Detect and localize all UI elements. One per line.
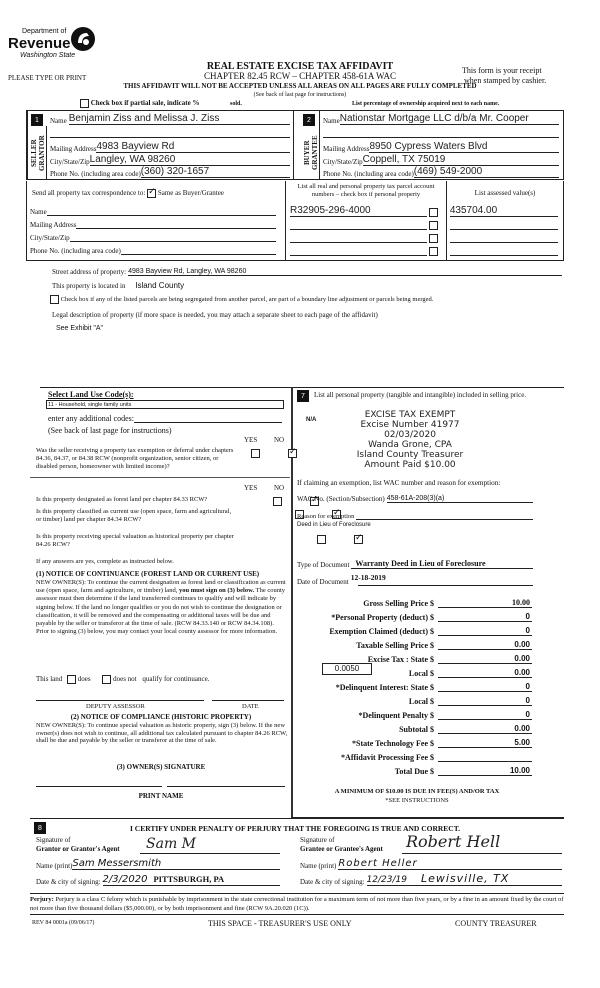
seller-name-label: Name: [50, 117, 67, 125]
personal-property-checkbox[interactable]: [429, 221, 438, 230]
wac-label: WAC No. (Section/Subsection): [297, 495, 385, 503]
corr-city-row: [30, 232, 276, 242]
seller-mailing-field[interactable]: 4983 Bayview Rd: [96, 141, 290, 153]
legal-description-field[interactable]: See Exhibit "A": [56, 325, 103, 332]
stamp-line: Wanda Grone, CPA: [368, 440, 452, 450]
grantor-date-label: Date & city of signing:: [36, 878, 101, 886]
buyer-city-field[interactable]: Coppell, TX 75019: [363, 154, 559, 166]
corr-mailing-field[interactable]: [76, 221, 276, 229]
amount-value[interactable]: 0: [438, 682, 532, 692]
grantor-date-row: [36, 873, 280, 886]
additional-codes-field[interactable]: [134, 414, 282, 423]
send-correspondence-row: [32, 189, 224, 198]
corr-city-label: City/State/Zip: [30, 234, 70, 242]
does-not-checkbox[interactable]: [102, 675, 111, 684]
amount-value[interactable]: 5.00: [438, 738, 532, 748]
send-to-label: Send all property tax correspondence to:: [32, 189, 146, 198]
grantor-date-field[interactable]: [103, 874, 280, 886]
seller-name-row: [50, 114, 290, 125]
amount-exemption-claimed: Exemption Claimed (deduct) $ 0: [300, 624, 570, 636]
street-address-field[interactable]: 4983 Bayview Rd, Langley, WA 98260: [128, 268, 562, 276]
personal-property-label: List all personal property (tangible and intangible) included in selling price.: [314, 391, 527, 399]
q-historic-yes-checkbox[interactable]: [317, 535, 326, 544]
perjury-notice: [30, 896, 570, 913]
no-header-2: NO: [274, 484, 285, 492]
amount-value[interactable]: 0.00: [438, 724, 532, 734]
logo-line3: Washington State: [20, 52, 76, 59]
seller-mailing-row: [50, 142, 290, 153]
amount-delinquent-interest-local: Local $ 0: [300, 694, 570, 706]
corr-phone-label: Phone No. (including area code): [30, 247, 121, 255]
same-as-buyer-label: Same as Buyer/Grantee: [157, 189, 224, 198]
grantor-sig-label-1: Signature of: [36, 836, 71, 844]
this-land-label: This land: [36, 675, 63, 684]
amount-gross-selling: Gross Selling Price $ 10.00: [300, 596, 570, 608]
minimum-note: A MINIMUM OF $10.00 IS DUE IN FEE(S) AND/OR TAX: [334, 788, 500, 795]
amount-personal-property: *Personal Property (deduct) $ 0: [300, 610, 570, 622]
amount-excise-state: Excise Tax : State $ 0.00: [300, 652, 570, 664]
yes-header: YES: [244, 436, 258, 444]
grantee-date-label: Date & city of signing:: [300, 878, 365, 886]
assessor-date-label: DATE: [242, 703, 259, 710]
segregated-label: Check box if any of the listed parcels are being segregated from another parcel, are part of a boundary line adjustment or parcels being merged.: [60, 295, 434, 303]
wac-field[interactable]: 458-61A-208(3)(a): [387, 495, 533, 503]
stamp-line: EXCISE TAX EXEMPT: [364, 410, 456, 420]
amount-excise-local: Local $ 0.00: [300, 666, 570, 678]
grantee-date-value: 12/23/19: [366, 875, 407, 885]
legal-description-label: Legal description of property (if more space is needed, you may attach a separate sheet to each page of the affidavit): [52, 311, 378, 319]
perjury-bold: Perjury:: [30, 896, 54, 903]
grantee-sig-label-1: Signature of: [300, 836, 335, 844]
continuance-body-2: The county assessor must then determine if the land transferred continues to qualify and will indicate by signing below. If the land no longer qualifies or you do not wish to continue the designation or classification, it will be removed and the compensating or additional taxes will be due and payable by the seller or transferor at the time of sale. (RCW 84.33.140 or RCW 84.34.108). Prior to signing (3) below, you may contact your local county assessor for more information.: [36, 587, 286, 636]
corr-name-label: Name: [30, 208, 47, 216]
located-label: This property is located in: [52, 282, 126, 290]
dor-logo: [8, 26, 98, 66]
parcel-row: [290, 206, 558, 217]
doc-type-label: Type of Document: [297, 561, 350, 569]
doc-date-label: Date of Document: [297, 578, 349, 586]
grantee-name-field[interactable]: Robert Heller: [338, 858, 562, 870]
compliance-title: (2) NOTICE OF COMPLIANCE (HISTORIC PROPERTY): [70, 713, 252, 721]
ownership-note: List percentage of ownership acquired next to each name.: [352, 101, 500, 107]
amount-value[interactable]: 0: [438, 696, 532, 706]
amount-total-due: Total Due $ 10.00: [300, 764, 570, 776]
land-use-label: Select Land Use Code(s):: [48, 390, 134, 399]
amount-value[interactable]: 0: [438, 612, 532, 622]
assessor-date-line[interactable]: [212, 700, 284, 701]
q-historic: Is this property receiving special valuation as historical property per chapter 84.26 RCW?: [36, 533, 234, 548]
street-address-row: [52, 266, 562, 276]
logo-line2: Revenue: [8, 35, 71, 52]
perjury-text: Perjury is a class C felony which is punishable by imprisonment in the state correctional institution for a maximum term of not more than five years, or by a fine in an amount fixed by the court of not more than five thousand dollars ($5,000.00), or by both imprisonment and fine (RCW 9A.20.020 (1C)).: [30, 896, 564, 912]
grantor-name-row: [36, 858, 280, 870]
amount-value[interactable]: 0: [438, 710, 532, 720]
corr-name-field[interactable]: [47, 208, 276, 216]
parcel-row: [290, 245, 558, 256]
parcel-number-field[interactable]: [290, 220, 427, 230]
grantee-sig-label-2: Grantee or Grantee's Agent: [300, 845, 383, 853]
parcel-row: [290, 219, 558, 230]
personal-property-checkbox[interactable]: [429, 234, 438, 243]
continuance-body: [36, 579, 286, 636]
continuance-bold: you must sign on (3) below.: [178, 587, 255, 595]
amount-label: *Affidavit Processing Fee: [341, 753, 428, 762]
owner-signature-line-2[interactable]: [167, 786, 285, 787]
does-checkbox[interactable]: [67, 675, 76, 684]
grantee-city-value: Lewisville, TX: [420, 872, 510, 885]
seller-city-row: [50, 155, 290, 166]
continuance-body-1: NEW OWNER(S): To continue the current designation as forest land or classification as current use (open space, farm and agriculture, or timber) land,: [36, 579, 286, 595]
amount-label: *Delinquent Interest: State: [335, 683, 428, 692]
logo-mark-icon: [70, 26, 96, 52]
deputy-assessor-line[interactable]: [36, 700, 204, 701]
grantor-name-field[interactable]: Sam Messersmith: [72, 858, 280, 870]
amount-label: Taxable Selling Price: [356, 641, 428, 650]
corr-phone-row: [30, 245, 276, 255]
q-current-use: Is this property classified as current use (open space, farm and agricultural, or timber) land per chapter 84.34 RCW?: [36, 508, 232, 523]
grantee-sig-label: [300, 836, 383, 854]
buyer-name-line-2[interactable]: [323, 137, 559, 138]
section-1-number: 1: [31, 114, 43, 126]
amount-value[interactable]: 0.00: [438, 654, 532, 664]
section-7-number: 7: [297, 390, 309, 402]
buyer-mailing-row: [323, 142, 559, 153]
assessed-value-field[interactable]: [450, 233, 558, 243]
exemption-label: If claiming an exemption, list WAC number and reason for exemption:: [297, 479, 501, 487]
amount-value[interactable]: 0.00: [438, 640, 532, 650]
grantee-signature-field[interactable]: Robert Hell: [402, 832, 562, 854]
deputy-assessor-label: DEPUTY ASSESSOR: [86, 703, 145, 710]
section-8-number: 8: [34, 822, 46, 834]
partial-sale-label: Check box if partial sale, indicate %: [90, 99, 200, 108]
personal-property-checkbox[interactable]: [429, 247, 438, 256]
stamp-line: 02/03/2020: [384, 430, 436, 440]
does-not-label: does not: [113, 675, 137, 684]
parcel-number-field[interactable]: [290, 246, 427, 256]
seller-mailing-label: Mailing Address: [50, 145, 97, 153]
yes-header-2: YES: [244, 484, 258, 492]
print-name-label: PRINT NAME: [138, 792, 184, 800]
amount-affidavit-processing-fee: *Affidavit Processing Fee $: [300, 750, 570, 762]
this-land-row: [36, 675, 209, 684]
amount-value[interactable]: 10.00: [438, 766, 532, 776]
wac-row: [297, 493, 533, 503]
stamp-line: Amount Paid $10.00: [364, 460, 456, 470]
reason-label: Reason for exemption: [297, 513, 355, 520]
additional-codes-row: [48, 412, 282, 423]
amount-delinquent-penalty: *Delinquent Penalty $ 0: [300, 708, 570, 720]
seller-phone-row: [50, 167, 290, 178]
q-historic-no-checkbox[interactable]: [354, 535, 363, 544]
buyer-name-label: Name: [323, 117, 340, 125]
reason-row: [297, 510, 533, 520]
continuance-title: (1) NOTICE OF CONTINUANCE (FOREST LAND OR CURRENT USE): [36, 570, 260, 578]
grantor-date-value: 2/3/2020: [102, 874, 148, 885]
partial-sale-row: [80, 99, 199, 108]
grantee-date-field[interactable]: [367, 872, 562, 886]
partial-sale-checkbox[interactable]: [80, 99, 89, 108]
buyer-phone-field[interactable]: (469) 549-2000: [414, 166, 559, 178]
receipt-note-1: This form is your receipt: [462, 66, 542, 75]
parcels-header: List all real and personal property tax parcel account numbers – check box if personal property: [297, 183, 435, 198]
amount-label: Gross Selling Price: [363, 599, 428, 608]
corr-phone-field[interactable]: [121, 247, 276, 255]
grantee-name-label: Name (print): [300, 862, 337, 870]
seller-city-label: City/State/Zip: [50, 158, 90, 166]
seller-name-line-2[interactable]: [50, 137, 290, 138]
form-subtitle: CHAPTER 82.45 RCW – CHAPTER 458-61A WAC: [204, 71, 396, 81]
assessed-value-field[interactable]: [450, 220, 558, 230]
please-type: PLEASE TYPE OR PRINT: [8, 74, 87, 82]
see-instructions: *SEE INSTRUCTIONS: [385, 797, 449, 804]
form-title: REAL ESTATE EXCISE TAX AFFIDAVIT: [206, 61, 394, 72]
grantor-sig-label-2: Grantor or Grantor's Agent: [36, 845, 120, 853]
parcel-number-field[interactable]: R32905-296-4000: [290, 205, 427, 217]
certify-statement: I CERTIFY UNDER PENALTY OF PERJURY THAT THE FOREGOING IS TRUE AND CORRECT.: [130, 824, 461, 833]
stamp-line: Island County Treasurer: [356, 450, 464, 460]
buyer-city-row: [323, 155, 559, 166]
amount-value[interactable]: 0.00: [438, 668, 532, 678]
county-treasurer-label: COUNTY TREASURER: [455, 919, 537, 928]
stamp-line: Excise Number 41977: [360, 420, 460, 430]
reason-line[interactable]: [356, 512, 533, 520]
assessed-values-header: List assessed value(s): [474, 189, 536, 197]
excise-exempt-stamp: [340, 410, 480, 470]
amount-label: Local: [408, 697, 428, 706]
logo-line1: Department of: [22, 28, 67, 35]
street-label: Street address of property:: [52, 268, 127, 276]
corr-mailing-label: Mailing Address: [30, 221, 77, 229]
amount-state-technology-fee: *State Technology Fee $ 5.00: [300, 736, 570, 748]
owner-signature-label: (3) OWNER(S) SIGNATURE: [116, 763, 206, 771]
local-rate-field[interactable]: 0.0050: [322, 663, 372, 675]
grantee-name-row: [300, 858, 562, 870]
assessed-value-field[interactable]: 435704.00: [450, 205, 558, 217]
form-number: REV 84 0001a (09/06/17): [32, 920, 95, 926]
grantor-city-value: PITTSBURGH, PA: [153, 874, 225, 884]
qualify-label: qualify for continuance.: [142, 675, 210, 684]
doc-date-field[interactable]: 12-18-2019: [350, 573, 386, 582]
seller-name-field[interactable]: Benjamin Ziss and Melissa J. Ziss: [69, 113, 290, 125]
reason-field[interactable]: Deed in Lieu of Foreclosure: [297, 522, 371, 528]
q-forest-yes-checkbox[interactable]: [273, 497, 282, 506]
q-exemption-yes-checkbox[interactable]: [251, 449, 260, 458]
amount-label: Exemption Claimed (deduct): [329, 627, 428, 636]
corr-name-row: [30, 206, 276, 216]
doc-type-row: [297, 557, 533, 569]
seller-city-field[interactable]: Langley, WA 98260: [90, 154, 290, 166]
amount-label: Subtotal: [399, 725, 428, 734]
seller-phone-label: Phone No. (including area code): [50, 170, 141, 178]
buyer-name-row: [323, 114, 559, 125]
grantor-name-label: Name (print): [36, 862, 73, 870]
receipt-note-2: when stamped by cashier.: [464, 76, 547, 85]
parcel-row: [290, 232, 558, 243]
q-exemption-no-checkbox[interactable]: [288, 449, 297, 458]
personal-property-checkbox[interactable]: [429, 208, 438, 217]
q-forest: Is this property designated as forest land per chapter 84.33 RCW?: [36, 496, 208, 503]
amount-value[interactable]: 10.00: [438, 598, 532, 608]
amount-value[interactable]: 0: [438, 626, 532, 636]
amount-subtotal: Subtotal $ 0.00: [300, 722, 570, 734]
compliance-body: NEW OWNER(S): To continue special valuation as historic property, sign (3) below. If the new owner(s) does not wish to continue, all additional tax calculated pursuant to chapter 84.26 RCW, shall be due and payable by the seller or transferor at the time of sale.: [36, 722, 288, 745]
personal-property-value[interactable]: N/A: [306, 417, 317, 423]
buyer-city-label: City/State/Zip: [323, 158, 363, 166]
seller-side-label: SELLER GRANTOR: [30, 135, 46, 171]
assessed-value-field[interactable]: [450, 246, 558, 256]
county-field[interactable]: Island County: [135, 281, 185, 290]
grantee-date-row: [300, 873, 562, 886]
segregated-checkbox[interactable]: [50, 295, 59, 304]
land-use-select[interactable]: 11 - Household, single family units: [46, 400, 284, 409]
segregated-row: [50, 295, 433, 304]
amount-label: Excise Tax : State: [367, 655, 428, 664]
amount-label: Total Due: [394, 767, 428, 776]
buyer-phone-label: Phone No. (including area code): [323, 170, 414, 178]
corr-city-field[interactable]: [70, 234, 276, 242]
owner-signature-line[interactable]: [36, 786, 162, 787]
see-back-note: (See back of last page for instructions): [253, 92, 347, 98]
amount-label: *State Technology Fee: [352, 739, 428, 748]
buyer-phone-row: [323, 167, 559, 178]
amount-label: *Personal Property (deduct): [331, 613, 428, 622]
grantor-signature-field[interactable]: Sam M: [140, 836, 280, 854]
sold-label: sold.: [230, 101, 242, 107]
amount-delinquent-interest-state: *Delinquent Interest: State $ 0: [300, 680, 570, 692]
grantor-sig-label: [36, 836, 120, 854]
treasurer-use-label: THIS SPACE - TREASURER'S USE ONLY: [208, 919, 352, 928]
buyer-name-field[interactable]: Nationstar Mortgage LLC d/b/a Mr. Cooper: [340, 113, 559, 125]
no-header: NO: [274, 436, 285, 444]
buyer-mailing-field[interactable]: 8950 Cypress Waters Blvd: [369, 141, 559, 153]
buyer-side-label: BUYER GRANTEE: [303, 135, 319, 171]
does-label: does: [77, 675, 91, 684]
amount-label: Local: [408, 669, 428, 678]
amount-label: *Delinquent Penalty: [358, 711, 428, 720]
amount-taxable-selling: Taxable Selling Price $ 0.00: [300, 638, 570, 650]
section-2-number: 2: [303, 114, 315, 126]
buyer-mailing-label: Mailing Address: [323, 145, 370, 153]
additional-codes-label: enter any additional codes:: [48, 414, 134, 423]
if-yes-note: If any answers are yes, complete as instructed below.: [36, 558, 174, 565]
corr-mailing-row: [30, 219, 276, 229]
parcel-number-field[interactable]: [290, 233, 427, 243]
seller-phone-field[interactable]: (360) 320-1657: [141, 166, 290, 178]
amount-value[interactable]: [438, 752, 532, 762]
q-exemption: Was the seller receiving a property tax exemption or deferral under chapters 84.36, 84.37, or 84.38 RCW (nonprofit organization, senior citizen, or disabled person, homeowner with limited income)?: [36, 447, 234, 470]
same-as-buyer-checkbox[interactable]: [147, 189, 156, 198]
located-row: [52, 281, 184, 290]
warning-text: THIS AFFIDAVIT WILL NOT BE ACCEPTED UNLESS ALL AREAS ON ALL PAGES ARE FULLY COMPLETED: [123, 82, 477, 90]
land-use-see-back: (See back of last page for instructions): [48, 426, 172, 435]
doc-type-field[interactable]: Warranty Deed in Lieu of Foreclosure: [351, 559, 533, 569]
